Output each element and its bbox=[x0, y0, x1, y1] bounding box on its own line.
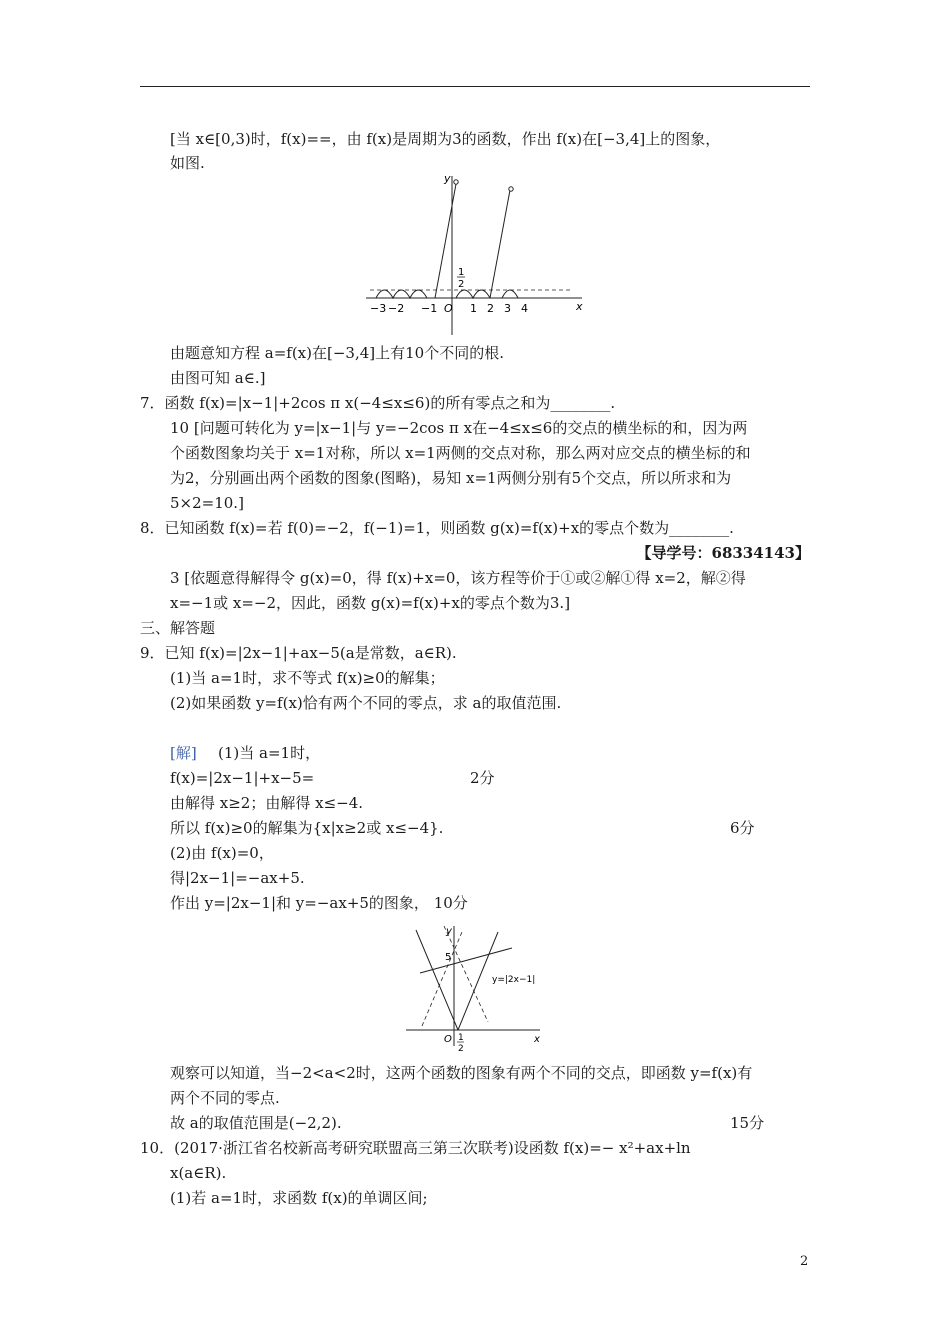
curve-right-rise bbox=[490, 190, 510, 298]
tick-label: 4 bbox=[521, 302, 528, 315]
curve-label: y=|2x−1| bbox=[492, 975, 536, 985]
question-10: 10．(2017·浙江省名校新高考研究联盟高三第三次联考)设函数 f(x)=− x²+ax+ln bbox=[140, 1139, 691, 1157]
intercept-five: 5 bbox=[445, 952, 452, 963]
question-8: 8．已知函数 f(x)=若 f(0)=−2，f(−1)=1，则函数 g(x)=f(x)+x的零点个数为________. bbox=[140, 519, 734, 537]
question-10-part-1: (1)若 a=1时，求函数 f(x)的单调区间; bbox=[170, 1189, 428, 1207]
half-numerator: 1 bbox=[458, 267, 465, 278]
text-line: 如图. bbox=[170, 154, 205, 172]
score: 6分 bbox=[730, 819, 755, 837]
text-line: (2)由 f(x)=0， bbox=[170, 844, 274, 862]
text-line: 由解得 x≥2；由解得 x≤−4. bbox=[170, 794, 364, 812]
half-numerator: 1 bbox=[458, 1033, 464, 1043]
text-line: 作出 y=|2x−1|和 y=−ax+5的图象， 10分 bbox=[170, 894, 468, 912]
question-9: 9．已知 f(x)=|2x−1|+ax−5(a是常数，a∈R). bbox=[140, 644, 457, 662]
line-dashed bbox=[422, 932, 462, 1026]
y-axis-label: y bbox=[444, 172, 451, 185]
tick-label: 2 bbox=[487, 302, 494, 315]
text-line: 故 a的取值范围是(−2,2). bbox=[170, 1114, 342, 1132]
question-9-part-2: (2)如果函数 y=f(x)恰有两个不同的零点，求 a的取值范围. bbox=[170, 694, 562, 712]
text-line: 所以 f(x)≥0的解集为{x|x≥2或 x≤−4}. bbox=[170, 819, 444, 837]
section-heading: 三、解答题 bbox=[140, 619, 216, 637]
tick-label: −2 bbox=[388, 302, 405, 315]
text-line: (1)当 a=1时， bbox=[218, 744, 321, 762]
curve-left-arches bbox=[376, 290, 427, 298]
origin-label: O bbox=[444, 302, 453, 315]
solution-label: [解] bbox=[170, 744, 197, 762]
line-solid bbox=[420, 948, 512, 973]
origin-label: O bbox=[444, 1034, 452, 1045]
tick-label: −3 bbox=[370, 302, 387, 315]
answer-7: 10 [问题可转化为 y=|x−1|与 y=−2cos π x在−4≤x≤6的交点的横坐标的和，因为两 bbox=[170, 419, 748, 437]
text-line: 得|2x−1|=−ax+5. bbox=[170, 869, 305, 887]
open-endpoint bbox=[509, 187, 513, 191]
text-line: 为2，分别画出两个函数的图象(图略)，易知 x=1两侧分别有5个交点，所以所求和为 bbox=[170, 469, 732, 487]
score: 2分 bbox=[470, 769, 495, 787]
tick-label: 3 bbox=[504, 302, 511, 315]
tick-label: 1 bbox=[470, 302, 477, 315]
figure-abs-and-line-graph bbox=[400, 918, 550, 1053]
text-line: 观察可以知道，当−2<a<2时，这两个函数的图象有两个不同的交点，即函数 y=f(x)有 bbox=[170, 1064, 753, 1082]
tick-label: −1 bbox=[421, 302, 438, 315]
header-rule bbox=[140, 86, 810, 87]
half-denominator: 2 bbox=[458, 279, 465, 290]
question-7: 7．函数 f(x)=|x−1|+2cos π x(−4≤x≤6)的所有零点之和为________. bbox=[140, 394, 616, 412]
text-line: 由题意知方程 a=f(x)在[−3,4]上有10个不同的根. bbox=[170, 344, 504, 362]
curve-right-arches bbox=[502, 290, 518, 298]
page-number: 2 bbox=[800, 1254, 809, 1269]
line-dashed bbox=[444, 926, 488, 1022]
figure-periodic-graph bbox=[360, 170, 590, 340]
text-line: 两个不同的零点. bbox=[170, 1089, 280, 1107]
curve-mid-arches bbox=[456, 290, 490, 298]
text-line: 由图可知 a∈.] bbox=[170, 369, 266, 387]
text-line: [当 x∈[0,3)时，f(x)==，由 f(x)是周期为3的函数，作出 f(x)在[−3,4]上的图象， bbox=[170, 130, 721, 148]
half-denominator: 2 bbox=[458, 1044, 464, 1053]
guide-number: 【导学号：68334143】 bbox=[636, 544, 810, 562]
abs-left-branch bbox=[416, 930, 458, 1030]
score: 15分 bbox=[730, 1114, 765, 1132]
answer-8: 3 [依题意得解得令 g(x)=0，得 f(x)+x=0，该方程等价于①或②解①得 x=2，解②得 bbox=[170, 569, 746, 587]
open-endpoint bbox=[454, 180, 458, 184]
text-line: 5×2=10.] bbox=[170, 494, 244, 512]
x-axis-label: x bbox=[576, 300, 583, 313]
text-line: x=−1或 x=−2，因此，函数 g(x)=f(x)+x的零点个数为3.] bbox=[170, 594, 571, 612]
text-line: f(x)=|2x−1|+x−5= bbox=[170, 769, 315, 787]
y-axis-label: y bbox=[446, 926, 452, 937]
text-line: 个函数图象均关于 x=1对称，所以 x=1两侧的交点对称，那么两对应交点的横坐标的和 bbox=[170, 444, 751, 462]
question-9-part-1: (1)当 a=1时，求不等式 f(x)≥0的解集； bbox=[170, 669, 445, 687]
x-axis-label: x bbox=[534, 1034, 540, 1045]
text-line: x(a∈R). bbox=[170, 1164, 227, 1182]
curve-left-rise bbox=[435, 184, 456, 298]
